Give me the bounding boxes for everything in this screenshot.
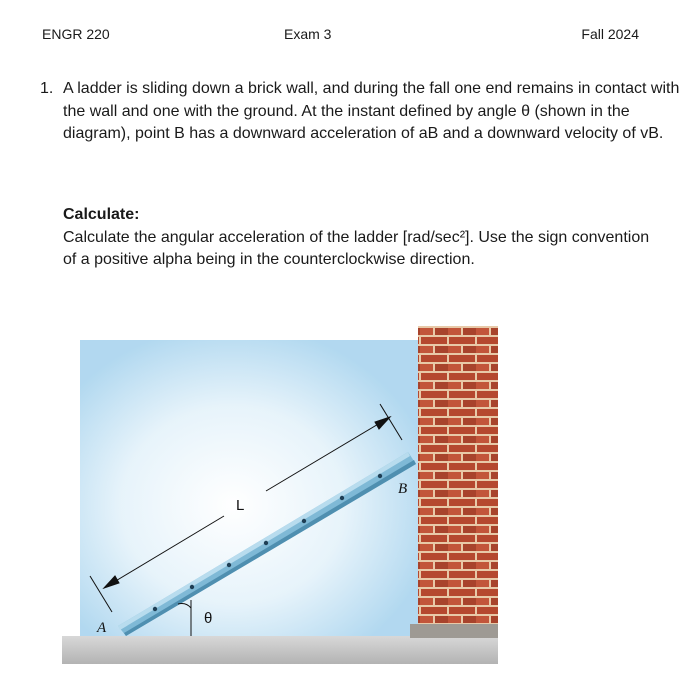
wall-base	[410, 624, 498, 638]
page-header	[0, 26, 696, 46]
ground	[62, 636, 498, 664]
brick-wall	[418, 326, 498, 636]
calculate-title: Calculate:	[63, 206, 140, 223]
calculate-block	[63, 204, 663, 272]
question-text: A ladder is sliding down a brick wall, and during the fall one end remains in contact with the wall and one with the ground. At the instant defined by angle θ (shown in the diagram), point B has a downward acceleration of aB and a downward velocity of vB.	[63, 80, 680, 142]
label-angle: θ	[204, 610, 213, 627]
label-point-b: B	[398, 481, 408, 497]
exam-title: Exam 3	[284, 26, 332, 42]
label-point-a: A	[97, 620, 107, 636]
ladder-diagram-svg	[0, 300, 696, 694]
question-number: 1.	[40, 80, 54, 97]
ladder-diagram	[0, 300, 696, 694]
label-length: L	[236, 497, 245, 514]
calculate-text: Calculate the angular acceleration of the ladder [rad/sec²]. Use the sign convention of a positive alpha being in the counterclockwise direction.	[63, 228, 650, 268]
course-code: ENGR 220	[42, 26, 110, 42]
question-block	[40, 78, 680, 146]
term-label: Fall 2024	[581, 26, 639, 42]
